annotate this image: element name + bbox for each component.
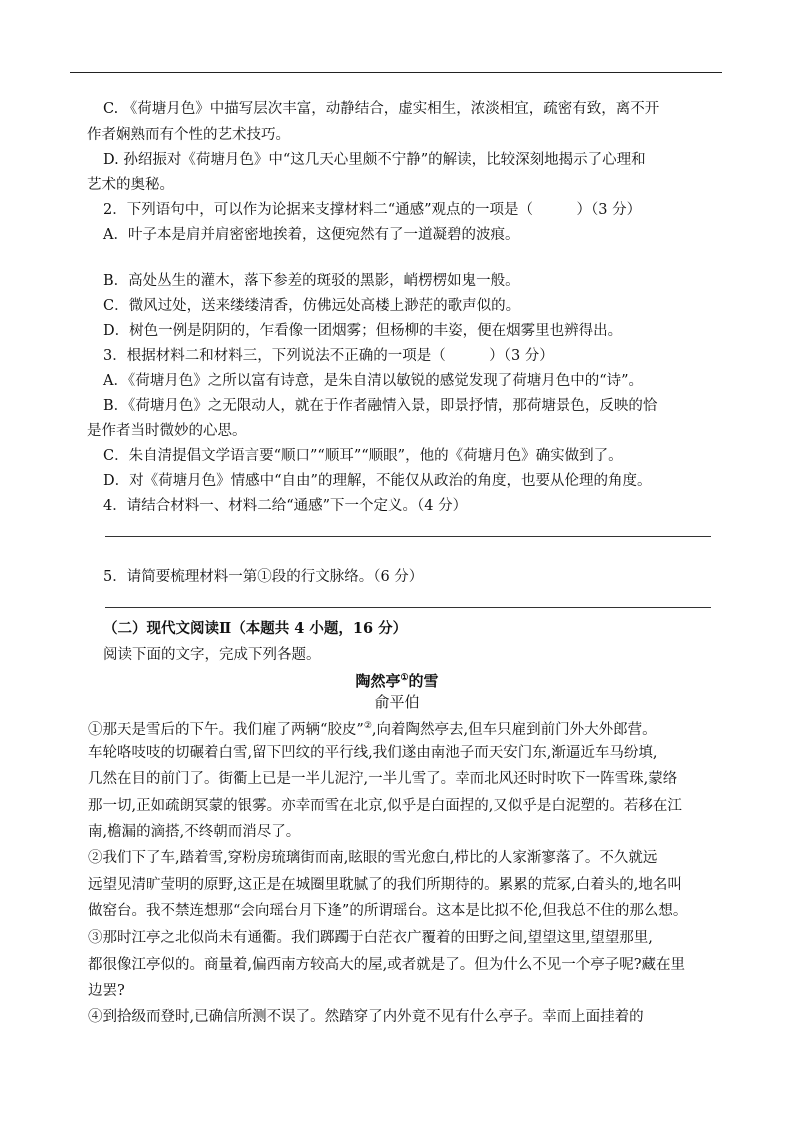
q5-stem: 5．请简要梳理材料一第①段的行文脉络。（6 分） — [103, 569, 424, 585]
paragraph-line: 边罢? — [88, 983, 125, 999]
footnote-mark: ② — [363, 721, 372, 731]
q3-option-d: D．对《荷塘月色》情感中“自由”的理解，不能仅从政治的角度，也要从伦理的角度。 — [103, 473, 652, 489]
q2-option-a: A．叶子本是肩并肩密密地挨着，这便宛然有了一道凝碧的波痕。 — [103, 227, 520, 243]
paragraph-line: ④到拾级而登时,已确信所测不误了。然踏穿了内外竟不见有什么亭子。幸而上面挂着的 — [88, 1009, 644, 1025]
paragraph-line: 做窑台。我不禁连想那“会向瑶台月下逢”的所谓瑶台。这本是比拟不伦,但我总不住的那么想。 — [88, 903, 688, 919]
header-rule — [70, 72, 722, 73]
q3-option-b-line1: B．《荷塘月色》之无限动人，就在于作者融情入景，即景抒情，那荷塘景色，反映的恰 — [103, 398, 658, 414]
q1-option-c-line2: 作者娴熟而有个性的艺术技巧。 — [87, 127, 290, 143]
q4-stem: 4．请结合材料一、材料二给“通感”下一个定义。（4 分） — [103, 498, 468, 514]
q2-option-d: D．树色一例是阴阴的，乍看像一团烟雾；但杨柳的丰姿，便在烟雾里也辨得出。 — [103, 323, 623, 339]
section-instruction: 阅读下面的文字，完成下列各题。 — [103, 647, 321, 663]
q2-stem: 2．下列语句中，可以作为论据来支撑材料二“通感”观点的一项是（ ）（3 分） — [103, 202, 642, 218]
q3-option-a: A．《荷塘月色》之所以富有诗意，是朱自清以敏锐的感觉发现了荷塘月色中的“诗”。 — [103, 373, 644, 389]
article-author: 俞平伯 — [374, 693, 420, 711]
paragraph-line: 车轮咯吱吱的切碾着白雪,留下凹纹的平行线,我们遂由南池子而天安门东,渐逼近车马纷填, — [88, 744, 658, 761]
q2-option-c: C．微风过处，送来缕缕清香，仿佛远处高楼上渺茫的歌声似的。 — [103, 298, 521, 314]
paragraph-line: ②我们下了车,踏着雪,穿粉房琉璃街而南,眩眼的雪光愈白,栉比的人家渐寥落了。不久就远 — [88, 850, 658, 866]
q1-option-d-line2: 艺术的奥秘。 — [87, 177, 174, 193]
q2-option-b: B．高处丛生的灌木，落下参差的斑驳的黑影，峭楞楞如鬼一般。 — [103, 273, 520, 289]
article-paragraph-1 — [88, 716, 721, 849]
paragraph-line: 几然在目的前门了。街衢上已是一半儿泥泞,一半儿雪了。幸而北风还时时吹下一阵雪珠,蒙络 — [88, 771, 678, 787]
article-paragraph-4 — [88, 1007, 721, 1034]
q5-answer-line[interactable] — [105, 607, 711, 608]
article-paragraph-3 — [88, 928, 721, 1008]
article-paragraph-2 — [88, 848, 721, 928]
q3-stem: 3．根据材料二和材料三，下列说法不正确的一项是（ ）（3 分） — [103, 348, 554, 364]
q3-option-b-line2: 是作者当时微妙的心思。 — [87, 423, 247, 439]
paragraph-line: ①那天是雪后的下午。我们雇了两辆“胶皮”②,向着陶然亭去,但车只雇到前门外大外郎营。 — [88, 721, 657, 738]
q1-option-c-line1: C. 《荷塘月色》中描写层次丰富，动静结合，虚实相生，浓淡相宜，疏密有致，离不开 — [103, 101, 660, 117]
article-title — [0, 668, 794, 691]
q3-option-c: C．朱自清提倡文学语言要“顺口”“顺耳”“顺眼”，他的《荷塘月色》确实做到了。 — [103, 448, 623, 464]
article-title-suffix: 的雪 — [408, 672, 439, 690]
paragraph-line: 南,檐漏的滴搭,不终朝而消尽了。 — [88, 824, 301, 840]
title-footnote-mark: ① — [400, 673, 409, 683]
paragraph-line: 那一切,正如疏朗冥蒙的银雾。亦幸而雪在北京,似乎是白面捏的,又似乎是白泥塑的。若移在江 — [88, 797, 682, 814]
paragraph-line: ③那时江亭之北似尚未有通衢。我们踯躅于白茫衣广覆着的田野之间,望望这里,望望那里, — [88, 930, 653, 946]
section-heading: （二）现代文阅读Ⅱ（本题共 4 小题，16 分） — [103, 620, 408, 637]
article-title-text: 陶然亭 — [355, 672, 401, 690]
q1-option-d-line1: D. 孙绍振对《荷塘月色》中“这几天心里颇不宁静”的解读，比较深刻地揭示了心理和 — [103, 152, 646, 168]
paragraph-line: 都很像江亭似的。商量着,偏西南方较高大的屋,或者就是了。但为什么不见一个亭子呢?藏在里 — [88, 956, 685, 973]
q4-answer-line[interactable] — [105, 536, 711, 537]
paragraph-line: 远望见清旷莹明的原野,这正是在城圈里耽腻了的我们所期待的。累累的荒冢,白着头的,地名叫 — [88, 876, 682, 893]
